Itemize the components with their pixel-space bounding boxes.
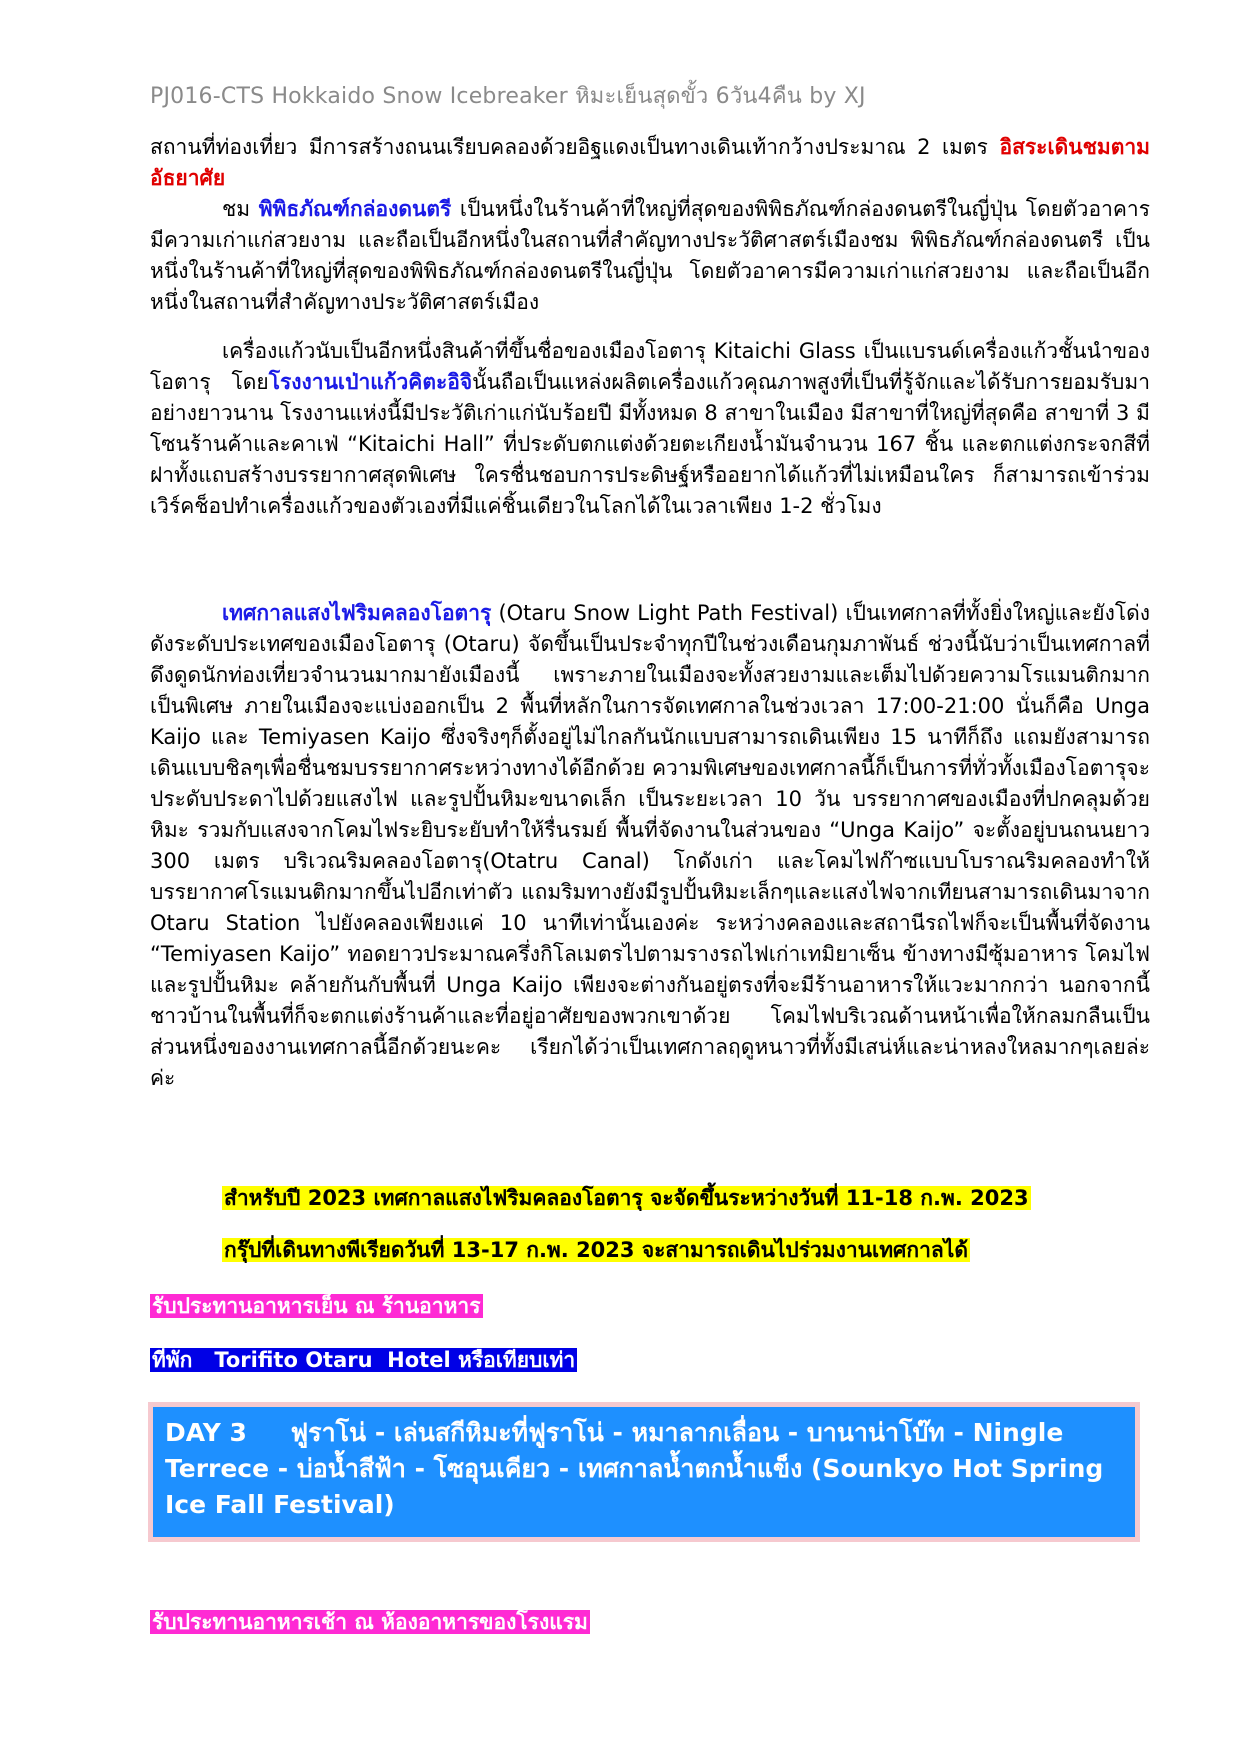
group-dates-text: กรุ๊ปที่เดินทางพีเรียดวันที่ 13-17 ก.พ. 2023 จะสามารถเดินไปร่วมงานเทศกาลได้	[224, 1238, 968, 1262]
dinner-note	[150, 1290, 483, 1323]
breakfast-text: รับประทานอาหารเช้า ณ ห้องอาหารของโรงแรม	[152, 1610, 588, 1634]
dinner-text: รับประทานอาหารเย็น ณ ร้านอาหาร	[152, 1294, 481, 1318]
paragraph-text: สถานที่ท่องเที่ยว มีการสร้างถนนเรียบคลองด้วยอิฐแดงเป็นทางเดินเท้ากว้างประมาณ 2 เมตร	[150, 135, 1000, 159]
free-walk-note: อิสระเดินชมตามอัธยาศัย	[150, 135, 1150, 190]
hotel-note	[150, 1344, 577, 1377]
music-box-museum-title: พิพิธภัณฑ์กล่องดนตรี	[258, 197, 452, 221]
hotel-text: ที่พัก Torifito Otaru Hotel หรือเทียบเท่า	[152, 1348, 576, 1372]
page-header: PJ016-CTS Hokkaido Snow Icebreaker หิมะเย็นสุดขั้ว 6วัน4คืน by XJ	[150, 84, 866, 109]
festival-dates-text: สำหรับปี 2023 เทศกาลแสงไฟริมคลองโอตารุ จะจัดขึ้นระหว่างวันที่ 11-18 ก.พ. 2023	[224, 1186, 1029, 1210]
group-dates-note	[222, 1234, 970, 1267]
breakfast-note	[150, 1606, 590, 1639]
paragraph-kitaichi-glass	[150, 336, 1150, 522]
festival-dates-note	[222, 1182, 1031, 1215]
paragraph-music-box-museum	[150, 194, 1150, 318]
paragraph-prefix: ชม	[222, 197, 259, 221]
day3-title: ฟูราโน่ - เล่นสกีหิมะที่ฟูราโน่ - หมาลากเลื่อน - บานาน่าโบ๊ท - Ningle Terrece - บ่อน้ำสีฟ้า - โซอุนเคียว - เทศกาลน้ำตกน้ำแข็ง (Sounkyo Hot Spring Ice Fall Festival)	[165, 1418, 1104, 1519]
glass-factory-title: โรงงานเป่าแก้วคิตะอิจิ	[268, 370, 473, 394]
paragraph-snow-light-festival	[150, 598, 1150, 1094]
paragraph-text: นั้นถือเป็นแหล่งผลิตเครื่องแก้วคุณภาพสูงที่เป็นที่รู้จักและได้รับการยอมรับมาอย่างยาวนาน โรงงานแห่งนี้มีประวัติเก่าแก่นับร้อยปี มีทั้งหมด 8 สาขาในเมือง มีสาขาที่ใหญ่ที่สุดคือ สาขาที่ 3 มีโซนร้านค้าและคาเฟ่ “Kitaichi Hall” ที่ประดับตกแต่งด้วยตะเกียงน้ำมันจำนวน 167 ชิ้น และตกแต่งกระจกสีที่ฝาทั้งแถบสร้างบรรยากาศสุดพิเศษ ใครชื่นชอบการประดิษฐ์หรืออยากได้แก้วที่ไม่เหมือนใคร ก็สามารถเข้าร่วมเวิร์คช็อปทำเครื่องแก้วของตัวเองที่มีแค่ชิ้นเดียวในโลกได้ในเวลาเพียง 1-2 ชั่วโมง	[150, 370, 1150, 518]
festival-title: เทศกาลแสงไฟริมคลองโอตารุ	[222, 601, 492, 625]
day3-box	[148, 1402, 1140, 1542]
paragraph-canal-intro	[150, 132, 1150, 194]
paragraph-text: (Otaru Snow Light Path Festival) เป็นเทศกาลที่ทั้งยิ่งใหญ่และยังโด่งดังระดับประเทศของเมืองโอตารุ (Otaru) จัดขึ้นเป็นประจำทุกปีในช่วงเดือนกุมภาพันธ์ ช่วงนี้นับว่าเป็นเทศกาลที่ดึงดูดนักท่องเที่ยวจำนวนมากมายังเมืองนี้ เพราะภายในเมืองจะทั้งสวยงามและเต็มไปด้วยความโรแมนติกมากเป็นพิเศษ ภายในเมืองจะแบ่งออกเป็น 2 พื้นที่หลักในการจัดเทศกาลในช่วงเวลา 17:00-21:00 นั่นก็คือ Unga Kaijo และ Temiyasen Kaijo ซึ่งจริงๆก็ตั้งอยู่ไม่ไกลกันนักแบบสามารถเดินเพียง 15 นาทีก็ถึง แถมยังสามารถเดินแบบชิลๆเพื่อชื่นชมบรรยากาศระหว่างทางได้อีกด้วย ความพิเศษของเทศกาลนี้ก็เป็นการที่ทั่วทั้งเมืองโอตารุจะประดับประดาไปด้วยแสงไฟ และรูปปั้นหิมะขนาดเล็ก เป็นระยะเวลา 10 วัน บรรยากาศของเมืองที่ปกคลุมด้วยหิมะ รวมกับแสงจากโคมไฟระยิบระยับทำให้รื่นรมย์ พื้นที่จัดงานในส่วนของ “Unga Kaijo” จะตั้งอยู่บนถนนยาว 300 เมตร บริเวณริมคลองโอตารุ(Otatru Canal) โกดังเก่า และโคมไฟก๊าซแบบโบราณริมคลองทำให้บรรยากาศโรแมนติกมากขึ้นไปอีกเท่าตัว แถมริมทางยังมีรูปปั้นหิมะเล็กๆและแสงไฟจากเทียนสามารถเดินมาจาก Otaru Station ไปยังคลองเพียงแค่ 10 นาทีเท่านั้นเองค่ะ ระหว่างคลองและสถานีรถไฟก็จะเป็นพื้นที่จัดงาน “Temiyasen Kaijo” ทอดยาวประมาณครึ่งกิโลเมตรไปตามรางรถไฟเก่าเทมิยาเซ็น ข้างทางมีซุ้มอาหาร โคมไฟ และรูปปั้นหิมะ คล้ายกันกับพื้นที่ Unga Kaijo เพียงจะต่างกันอยู่ตรงที่จะมีร้านอาหารให้แวะมากกว่า นอกจากนี้ชาวบ้านในพื้นที่ก็จะตกแต่งร้านค้าและที่อยู่อาศัยของพวกเขาด้วย โคมไฟบริเวณด้านหน้าเพื่อให้กลมกลืนเป็นส่วนหนึ่งของงานเทศกาลนี้อีกด้วยนะคะ เรียกได้ว่าเป็นเทศกาลฤดูหนาวที่ทั้งมีเสน่ห์และน่าหลงใหลมากๆเลยล่ะค่ะ	[150, 601, 1150, 1090]
day3-header	[153, 1407, 1135, 1537]
paragraph-prefix: เครื่องแก้วนับเป็นอีกหนึ่งสินค้าที่ขึ้นชื่อของเมืองโอตารุ Kitaichi Glass เป็นแบรนด์เครื่องแก้วชั้นนำของโอตารุ โดย	[150, 339, 1150, 394]
paragraph-text: เป็นหนึ่งในร้านค้าที่ใหญ่ที่สุดของพิพิธภัณฑ์กล่องดนตรีในญี่ปุ่น โดยตัวอาคารมีความเก่าแก่สวยงาม และถือเป็นอีกหนึ่งในสถานที่สำคัญทางประวัติศาสตร์เมืองชม พิพิธภัณฑ์กล่องดนตรี เป็นหนึ่งในร้านค้าที่ใหญ่ที่สุดของพิพิธภัณฑ์กล่องดนตรีในญี่ปุ่น โดยตัวอาคารมีความเก่าแก่สวยงาม และถือเป็นอีกหนึ่งในสถานที่สำคัญทางประวัติศาสตร์เมือง	[150, 197, 1150, 314]
day3-label: DAY 3	[165, 1418, 247, 1447]
